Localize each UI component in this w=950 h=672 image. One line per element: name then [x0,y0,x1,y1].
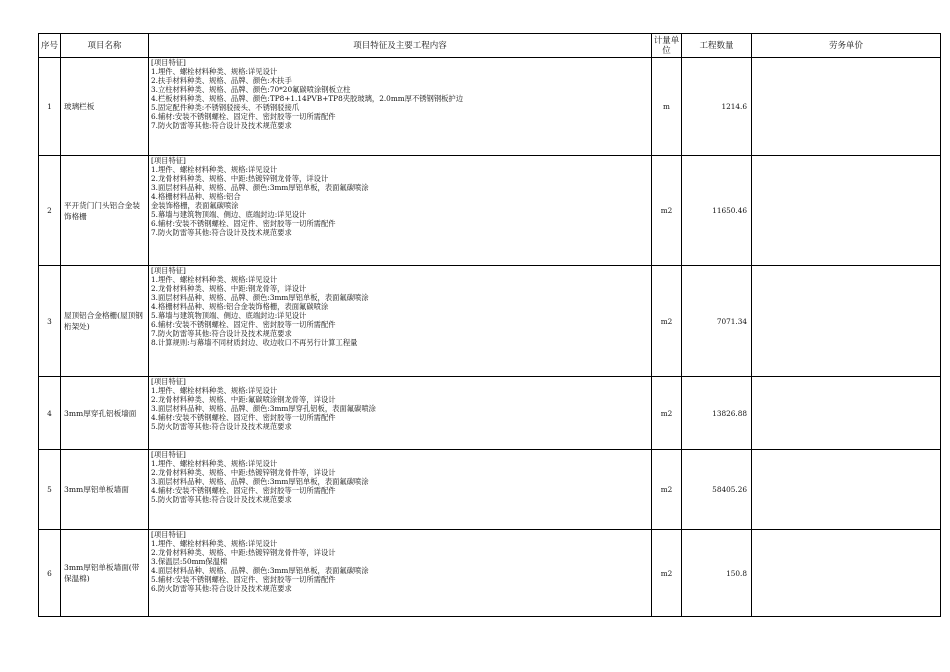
feature-line: 4.栏板材料种类、规格、品牌、颜色:TP8+1.14PVB+TP8夹胶玻璃，2.0mm厚不锈钢钢板护边 [151,94,464,103]
header-features: 项目特征及主要工程内容 [149,34,652,58]
feature-line: 7.防火防雷等其他:符合设计及技术规范要求 [151,329,292,338]
feature-line: 1.埋件、螺栓材料种类、规格:详见设计 [151,165,278,174]
header-qty: 工程数量 [682,34,752,58]
feature-line: 3.面层材料品种、规格、品牌、颜色:3mm厚铝单板，表面氟碳喷涂 [151,183,369,192]
feature-line: 6.辅材:安装不锈钢螺栓、固定件、密封胶等一切所需配件 [151,219,336,228]
feature-line: 3.面层材料品种、规格、品牌、颜色:3mm厚穿孔铝板，表面氟碳喷涂 [151,404,376,413]
feature-line: [项目特征] [151,450,186,459]
feature-line: 5.防火防雷等其他:符合设计及技术规范要求 [151,422,292,431]
labor-price-cell[interactable] [752,450,941,530]
features-list [151,450,651,529]
header-price: 劳务单价 [752,34,941,58]
feature-line: 2.龙骨材料种类、规格、中距:热镀锌钢龙骨件等，详设计 [151,468,336,477]
feature-line: 2.龙骨材料种类、规格、中距:钢龙骨等，详设计 [151,284,307,293]
feature-line: 4.辅材:安装不锈钢螺栓、固定件、密封胶等一切所需配件 [151,486,336,495]
feature-line: 5.固定配件种类:不锈钢驳接头、不锈钢驳接爪 [151,103,300,112]
feature-line: 1.埋件、螺栓材料种类、规格:详见设计 [151,386,278,395]
labor-price-cell[interactable] [752,266,941,377]
unit-cell[interactable]: m2 [652,450,682,530]
item-name-cell[interactable]: 平开货门门头铝合金装饰格栅 [61,156,149,266]
feature-line: [项目特征] [151,156,186,165]
quantities-table [38,33,941,617]
row-number-cell[interactable]: 3 [39,266,61,377]
unit-cell[interactable]: m [652,58,682,156]
feature-line: 5.幕墙与建筑物顶端、侧边、底端封边:详见设计 [151,210,307,219]
table-row [39,450,941,530]
quantity-cell[interactable]: 11650.46 [682,156,752,266]
features-cell[interactable] [149,266,652,377]
feature-line: 3.保温层:50mm保温棉 [151,557,228,566]
features-list [151,156,651,265]
feature-line: 5.幕墙与建筑物顶端、侧边、底端封边:详见设计 [151,311,307,320]
header-no: 序号 [39,34,61,58]
row-number-cell[interactable]: 6 [39,530,61,617]
row-number-cell[interactable]: 1 [39,58,61,156]
features-cell[interactable] [149,450,652,530]
table-row [39,58,941,156]
feature-line: 4.格栅材料品种、规格:铝合 [151,192,241,201]
feature-line: 8.计算规则:与幕墙不同材质封边、收边收口不再另行计算工程量 [151,338,358,347]
header-row [39,34,941,58]
feature-line: 4.辅材:安装不锈钢螺栓、固定件、密封胶等一切所需配件 [151,413,336,422]
row-number-cell[interactable]: 2 [39,156,61,266]
quantity-cell[interactable]: 7071.34 [682,266,752,377]
feature-line: 金装饰格栅，表面氟碳喷涂 [151,201,239,210]
feature-line: 1.埋件、螺栓材料种类、规格:详见设计 [151,459,278,468]
table-row [39,156,941,266]
unit-cell[interactable]: m2 [652,266,682,377]
feature-line: [项目特征] [151,266,186,275]
item-name-cell[interactable]: 3mm厚铝单板墙面 [61,450,149,530]
feature-line: 3.立柱材料种类、规格、品牌、颜色:70*20氟碳喷涂钢板立柱 [151,85,351,94]
item-name-cell[interactable]: 玻璃栏板 [61,58,149,156]
feature-line: 7.防火防雷等其他:符合设计及技术规范要求 [151,121,292,130]
features-list [151,377,651,449]
feature-line: 4.面层材料品种、规格、品牌、颜色:3mm厚铝单板，表面氟碳喷涂 [151,566,369,575]
feature-line: 6.辅材:安装不锈钢螺栓、固定件、密封胶等一切所需配件 [151,112,336,121]
table-row [39,266,941,377]
unit-cell[interactable]: m2 [652,530,682,617]
feature-line: 6.防火防雷等其他:符合设计及技术规范要求 [151,584,292,593]
features-list [151,58,651,155]
feature-line: 3.面层材料品种、规格、品牌、颜色:3mm厚铝单板，表面氟碳喷涂 [151,293,369,302]
quantity-cell[interactable]: 150.8 [682,530,752,617]
feature-line: 1.埋件、螺栓材料种类、规格:详见设计 [151,275,278,284]
item-name-cell[interactable]: 3mm厚穿孔铝板墙面 [61,377,149,450]
feature-line: 1.埋件、螺栓材料种类、规格:详见设计 [151,67,278,76]
feature-line: 4.格栅材料品种、规格:铝合金装饰格栅，表面氟碳喷涂 [151,302,329,311]
header-name: 项目名称 [61,34,149,58]
feature-line: 5.辅材:安装不锈钢螺栓、固定件、密封胶等一切所需配件 [151,575,336,584]
labor-price-cell[interactable] [752,58,941,156]
bill-of-quantities-sheet [38,33,940,617]
feature-line: [项目特征] [151,377,186,386]
features-cell[interactable] [149,377,652,450]
labor-price-cell[interactable] [752,377,941,450]
feature-line: 3.面层材料品种、规格、品牌、颜色:3mm厚铝单板，表面氟碳喷涂 [151,477,369,486]
labor-price-cell[interactable] [752,156,941,266]
features-cell[interactable] [149,530,652,617]
feature-line: 2.龙骨材料种类、规格、中距:热镀锌钢龙骨件等，详设计 [151,548,336,557]
table-row [39,377,941,450]
labor-price-cell[interactable] [752,530,941,617]
features-list [151,530,651,616]
feature-line: 5.防火防雷等其他:符合设计及技术规范要求 [151,495,292,504]
item-name-cell[interactable]: 3mm厚铝单板墙面(带保温棉) [61,530,149,617]
unit-cell[interactable]: m2 [652,156,682,266]
table-row [39,530,941,617]
feature-line: [项目特征] [151,530,186,539]
feature-line: 1.埋件、螺栓材料种类、规格:详见设计 [151,539,278,548]
unit-cell[interactable]: m2 [652,377,682,450]
feature-line: 6.辅材:安装不锈钢螺栓、固定件、密封胶等一切所需配件 [151,320,336,329]
feature-line: 2.龙骨材料种类、规格、中距:热镀锌钢龙骨等，详设计 [151,174,329,183]
item-name-cell[interactable]: 屋顶铝合金格栅(屋顶钢桁架处) [61,266,149,377]
quantity-cell[interactable]: 13826.88 [682,377,752,450]
feature-line: 2.扶手材料种类、规格、品牌、颜色:木扶手 [151,76,292,85]
features-list [151,266,651,376]
features-cell[interactable] [149,58,652,156]
quantity-cell[interactable]: 1214.6 [682,58,752,156]
feature-line: 2.龙骨材料种类、规格、中距:氟碳喷涂钢龙骨等，详设计 [151,395,336,404]
quantity-cell[interactable]: 58405.26 [682,450,752,530]
features-cell[interactable] [149,156,652,266]
header-unit: 计量单位 [652,34,682,58]
row-number-cell[interactable]: 4 [39,377,61,450]
row-number-cell[interactable]: 5 [39,450,61,530]
feature-line: [项目特征] [151,58,186,67]
feature-line: 7.防火防雷等其他:符合设计及技术规范要求 [151,228,292,237]
